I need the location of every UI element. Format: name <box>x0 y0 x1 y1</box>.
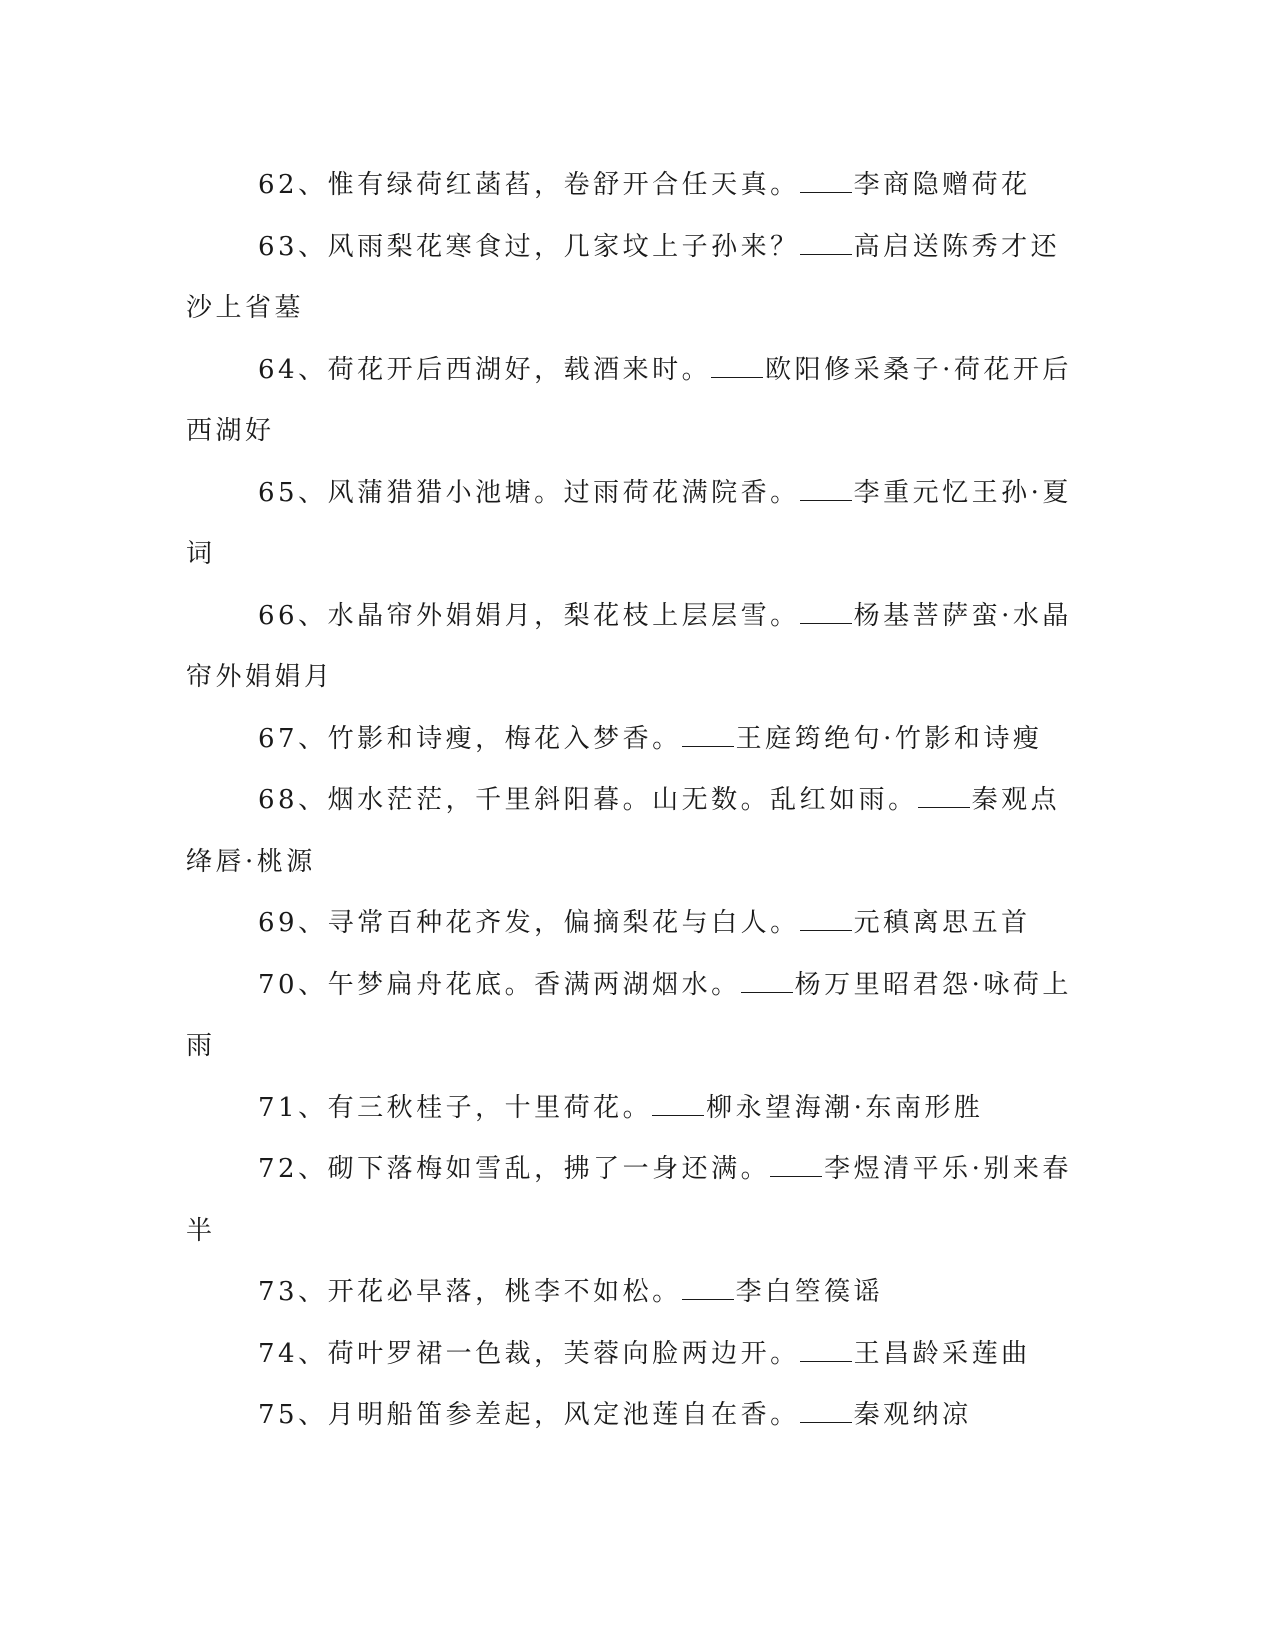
entry-number: 72、 <box>258 1154 328 1184</box>
poem-entry-67 <box>186 709 1076 771</box>
answer-blank <box>800 170 852 193</box>
entry-number: 65、 <box>258 477 328 508</box>
entry-verse: 惟有绿荷红菡萏，卷舒开合任天真。 <box>327 170 800 200</box>
answer-blank <box>682 724 734 747</box>
entry-source: 杨万里昭君怨·咏荷上雨 <box>186 969 1072 1061</box>
answer-blank <box>682 1277 734 1300</box>
answer-blank <box>800 1400 852 1423</box>
entry-number: 67、 <box>258 723 328 754</box>
answer-blank <box>711 355 763 378</box>
poem-entry-65 <box>186 463 1076 586</box>
entry-verse: 水晶帘外娟娟月，梨花枝上层层雪。 <box>327 600 800 631</box>
entry-verse: 竹影和诗瘦，梅花入梦香。 <box>327 723 682 754</box>
answer-blank <box>800 232 852 255</box>
poem-entry-68 <box>186 770 1076 893</box>
entry-number: 74、 <box>258 1338 328 1369</box>
entry-source: 李商隐赠荷花 <box>853 170 1031 200</box>
entry-verse: 有三秋桂子，十里荷花。 <box>327 1092 653 1123</box>
poem-entry-71 <box>186 1078 1076 1140</box>
poem-entry-66 <box>186 586 1076 709</box>
entry-verse: 荷花开后西湖好，载酒来时。 <box>327 354 712 385</box>
poem-entry-70 <box>186 955 1076 1078</box>
entry-number: 73、 <box>258 1277 328 1307</box>
poem-entry-63 <box>186 217 1076 340</box>
entry-verse: 风雨梨花寒食过，几家坟上子孙来？ <box>327 231 800 262</box>
entry-source: 李重元忆王孙·夏词 <box>186 477 1072 569</box>
poem-entry-75 <box>186 1385 1076 1447</box>
answer-blank <box>800 601 852 624</box>
entry-number: 70、 <box>258 969 328 1000</box>
entry-verse: 月明船笛参差起，风定池莲自在香。 <box>327 1400 800 1430</box>
answer-blank <box>800 908 852 931</box>
entry-source: 王昌龄采莲曲 <box>853 1338 1031 1369</box>
entry-number: 63、 <box>258 231 328 262</box>
poem-entry-69 <box>186 893 1076 955</box>
poem-entry-72 <box>186 1139 1076 1262</box>
entry-number: 69、 <box>258 908 328 938</box>
entry-source: 欧阳修采桑子·荷花开后西湖好 <box>186 354 1072 446</box>
document-page <box>186 155 1076 1447</box>
poem-entry-74 <box>186 1324 1076 1386</box>
entry-number: 68、 <box>258 785 328 815</box>
entry-source: 元稹离思五首 <box>853 908 1031 938</box>
answer-blank <box>800 1339 852 1362</box>
entry-verse: 荷叶罗裙一色裁，芙蓉向脸两边开。 <box>327 1338 800 1369</box>
entry-source: 杨基菩萨蛮·水晶帘外娟娟月 <box>186 600 1072 692</box>
entry-source: 王庭筠绝句·竹影和诗瘦 <box>735 723 1043 754</box>
poem-entry-64 <box>186 340 1076 463</box>
poem-entry-62 <box>186 155 1076 217</box>
entry-number: 64、 <box>258 354 328 385</box>
entry-source: 高启送陈秀才还沙上省墓 <box>186 231 1061 323</box>
answer-blank <box>741 970 793 993</box>
entry-verse: 烟水茫茫，千里斜阳暮。山无数。乱红如雨。 <box>327 785 918 815</box>
entry-number: 62、 <box>258 170 328 200</box>
entry-verse: 风蒲猎猎小池塘。过雨荷花满院香。 <box>327 477 800 508</box>
entry-source: 秦观点绛唇·桃源 <box>186 785 1061 877</box>
entry-source: 李白箜篌谣 <box>735 1277 884 1307</box>
entry-number: 75、 <box>258 1400 328 1430</box>
answer-blank <box>800 478 852 501</box>
entry-verse: 午梦扁舟花底。香满两湖烟水。 <box>327 969 741 1000</box>
entry-number: 71、 <box>258 1092 328 1123</box>
entry-source: 李煜清平乐·别来春半 <box>186 1154 1072 1246</box>
answer-blank <box>652 1093 704 1116</box>
entry-number: 66、 <box>258 600 328 631</box>
entry-source: 柳永望海潮·东南形胜 <box>706 1092 984 1123</box>
entry-source: 秦观纳凉 <box>853 1400 972 1430</box>
answer-blank <box>918 785 970 808</box>
answer-blank <box>770 1154 822 1177</box>
entry-verse: 砌下落梅如雪乱，拂了一身还满。 <box>327 1154 771 1184</box>
entry-verse: 开花必早落，桃李不如松。 <box>327 1277 682 1307</box>
entry-verse: 寻常百种花齐发，偏摘梨花与白人。 <box>327 908 800 938</box>
poem-entry-73 <box>186 1262 1076 1324</box>
